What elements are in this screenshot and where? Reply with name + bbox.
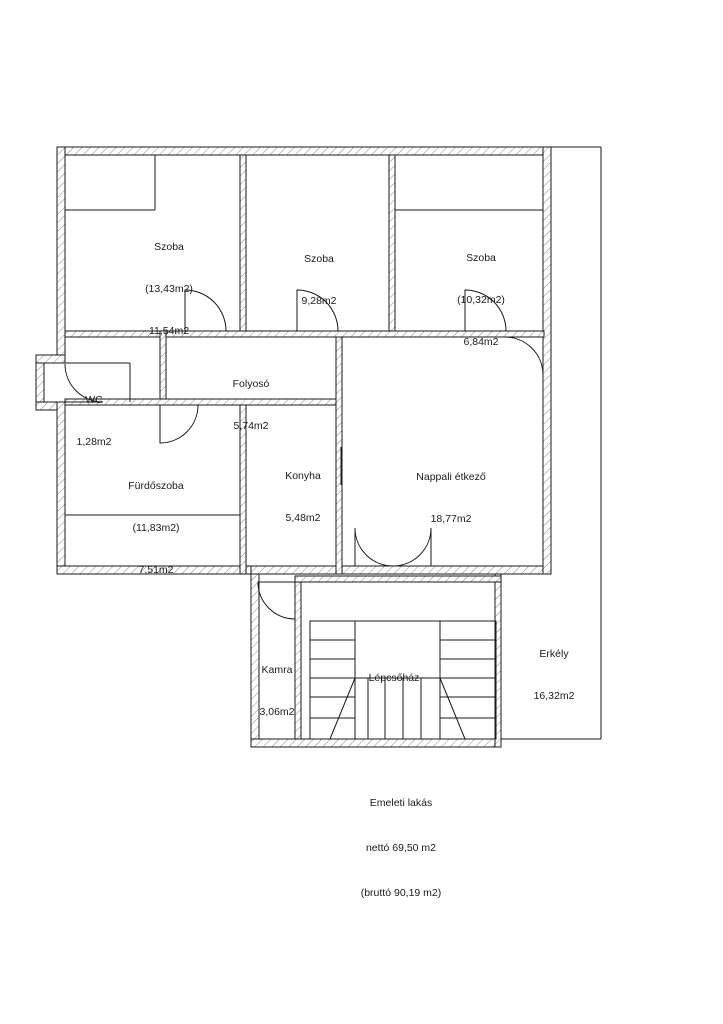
room-gross-area: (11,83m2) bbox=[132, 522, 180, 534]
room-name: Konyha bbox=[285, 470, 321, 482]
exterior-walls bbox=[36, 147, 551, 747]
caption-gross-area: (bruttó 90,19 m2) bbox=[360, 887, 442, 899]
room-name: Nappali étkező bbox=[416, 471, 486, 483]
room-name: Szoba bbox=[154, 241, 184, 253]
room-net-area: 1,28m2 bbox=[76, 436, 112, 448]
room-name: Kamra bbox=[261, 664, 293, 676]
room-name: Erkély bbox=[539, 648, 569, 660]
thin-interior-lines bbox=[65, 147, 601, 739]
room-name: Lépcsőház bbox=[368, 672, 420, 684]
room-name: Folyosó bbox=[232, 378, 270, 390]
room-gross-area: (10,32m2) bbox=[457, 294, 505, 306]
room-net-area: 9,28m2 bbox=[301, 295, 337, 307]
room-net-area: 11,54m2 bbox=[148, 325, 190, 337]
room-net-area: 5,74m2 bbox=[233, 420, 269, 432]
room-net-area: 3,06m2 bbox=[259, 706, 295, 718]
room-net-area: 16,32m2 bbox=[533, 690, 575, 702]
room-net-area: 5,48m2 bbox=[285, 512, 321, 524]
room-name: Fürdőszoba bbox=[128, 480, 184, 492]
room-net-area: 18,77m2 bbox=[430, 513, 472, 525]
plan-caption bbox=[281, 766, 521, 916]
room-name: WC bbox=[85, 394, 103, 406]
room-gross-area: (13,43m2) bbox=[145, 283, 193, 295]
caption-net-area: nettó 69,50 m2 bbox=[365, 842, 437, 854]
staircase bbox=[310, 621, 496, 739]
interior-walls bbox=[65, 155, 544, 574]
room-net-area: 7,51m2 bbox=[138, 564, 174, 576]
caption-title: Emeleti lakás bbox=[369, 797, 433, 809]
room-name: Szoba bbox=[304, 253, 334, 265]
room-net-area: 6,84m2 bbox=[463, 336, 499, 348]
room-name: Szoba bbox=[466, 252, 496, 264]
